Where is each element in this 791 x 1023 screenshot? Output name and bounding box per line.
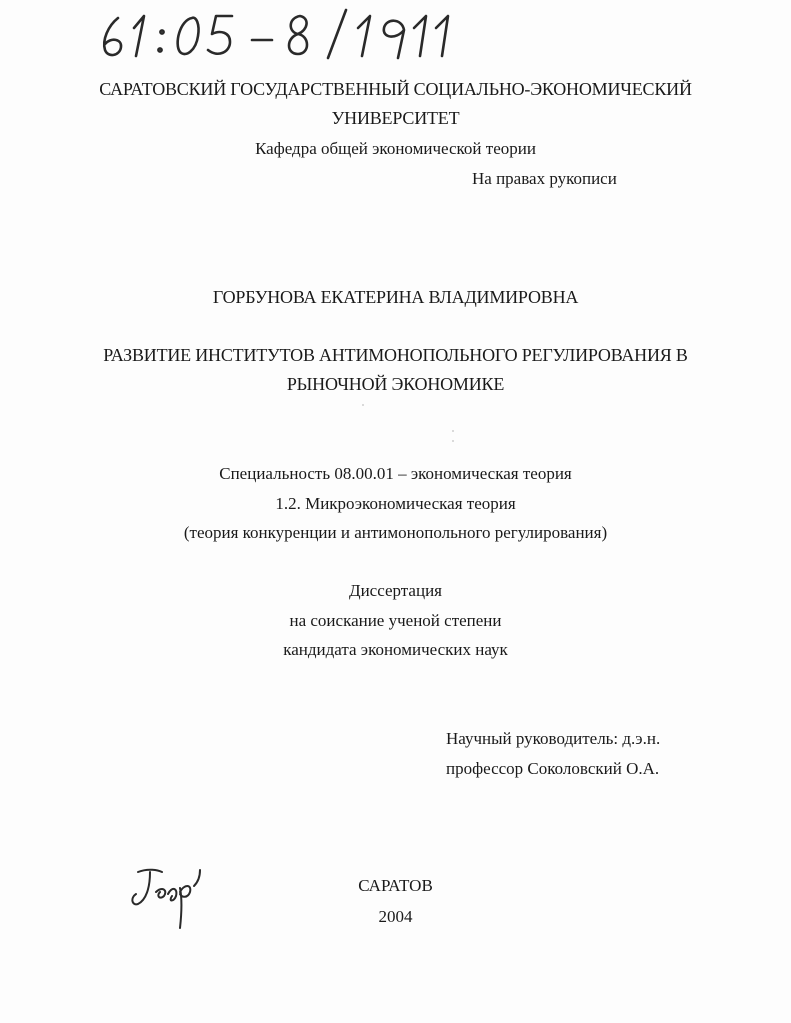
scan-speck [362, 404, 364, 406]
university-name-line2: УНИВЕРСИТЕТ [331, 108, 460, 128]
scan-speck [452, 440, 454, 442]
handwritten-archive-number [96, 6, 476, 62]
university-name-line1: САРАТОВСКИЙ ГОСУДАРСТВЕННЫЙ СОЦИАЛЬНО-ЭКОНОМИЧЕСКИЙ [99, 79, 692, 99]
supervisor-line1: Научный руководитель: д.э.н. [446, 729, 661, 748]
dissertation-line2: на соискание ученой степени [289, 611, 502, 630]
department-name: Кафедра общей экономической теории [255, 139, 536, 158]
dissertation-title-line2: РЫНОЧНОЙ ЭКОНОМИКЕ [286, 374, 505, 394]
handwritten-signature [128, 862, 218, 940]
dissertation-title-line1: РАЗВИТИЕ ИНСТИТУТОВ АНТИМОНОПОЛЬНОГО РЕГУЛИРОВАНИЯ В [103, 345, 688, 365]
specialty-line3: (теория конкуренции и антимонопольного регулирования) [183, 523, 608, 542]
specialty-line2: 1.2. Микроэкономическая теория [275, 494, 516, 513]
dissertation-line3: кандидата экономических наук [283, 640, 508, 659]
supervisor-line2: профессор Соколовский О.А. [446, 759, 660, 778]
year: 2004 [378, 907, 413, 926]
specialty-line1: Специальность 08.00.01 – экономическая теория [219, 464, 572, 483]
city-name: САРАТОВ [358, 876, 433, 895]
dissertation-line1: Диссертация [348, 581, 442, 600]
scan-speck [452, 430, 454, 432]
author-name: ГОРБУНОВА ЕКАТЕРИНА ВЛАДИМИРОВНА [212, 287, 579, 307]
manuscript-note: На правах рукописи [472, 169, 617, 188]
